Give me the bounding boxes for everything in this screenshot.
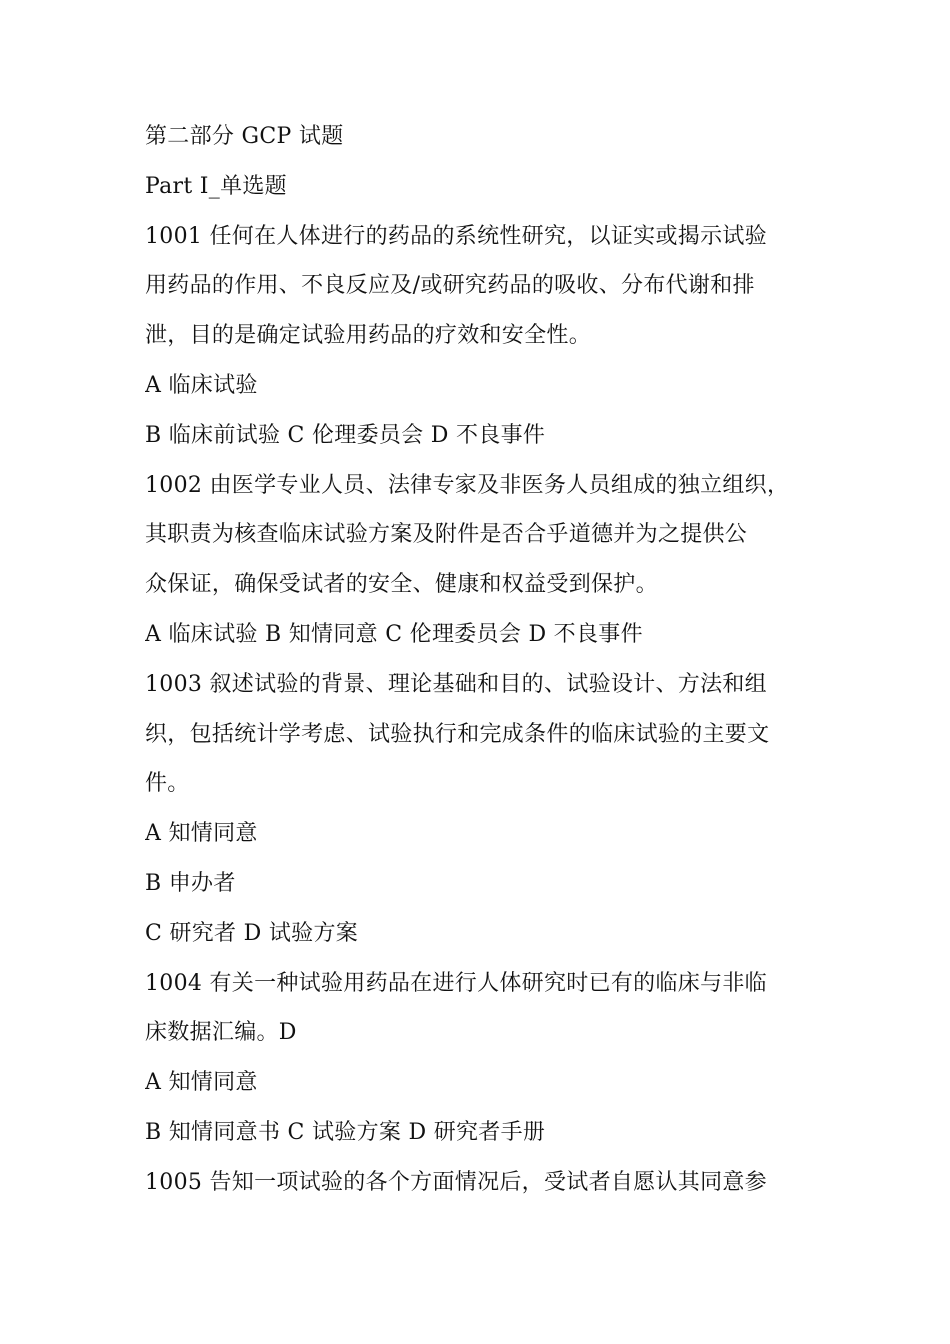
question-1002-text-line-1: 1002 由医学专业人员、法律专家及非医务人员组成的独立组织，: [145, 472, 790, 498]
section-title: 第二部分 GCP 试题: [145, 124, 344, 149]
question-1003-text-line-2: 织，包括统计学考虑、试验执行和完成条件的临床试验的主要文: [145, 721, 770, 747]
question-1002-options: A 临床试验 B 知情同意 C 伦理委员会 D 不良事件: [145, 621, 643, 647]
question-1001-text-line-1: 1001 任何在人体进行的药品的系统性研究，以证实或揭示试验: [145, 223, 767, 249]
question-1001-option-a: A 临床试验: [145, 372, 258, 398]
part-heading: Part I_单选题: [145, 173, 287, 199]
question-1003-text-line-1: 1003 叙述试验的背景、理论基础和目的、试验设计、方法和组: [145, 671, 767, 697]
question-1001-options-bcd: B 临床前试验 C 伦理委员会 D 不良事件: [145, 422, 546, 448]
question-1001-text-line-2: 用药品的作用、不良反应及/或研究药品的吸收、分布代谢和排: [145, 273, 755, 299]
question-1004-option-a: A 知情同意: [145, 1070, 258, 1096]
question-1003-text-line-3: 件。: [145, 771, 190, 797]
question-1004-options-bcd: B 知情同意书 C 试验方案 D 研究者手册: [145, 1119, 546, 1145]
question-1004-text-line-2: 床数据汇编。D: [145, 1020, 297, 1046]
question-1002-text-line-2: 其职责为核查临床试验方案及附件是否合乎道德并为之提供公: [145, 522, 748, 548]
document-page: [145, 112, 813, 1208]
question-1003-option-b: B 申办者: [145, 870, 236, 896]
question-1004-text-line-1: 1004 有关一种试验用药品在进行人体研究时已有的临床与非临: [145, 970, 767, 996]
question-1003-option-a: A 知情同意: [145, 821, 258, 847]
question-1005-text-line-1: 1005 告知一项试验的各个方面情况后，受试者自愿认其同意参: [145, 1169, 767, 1195]
question-1002-text-line-3: 众保证，确保受试者的安全、健康和权益受到保护。: [145, 572, 658, 598]
question-1003-options-cd: C 研究者 D 试验方案: [145, 920, 359, 946]
question-1001-text-line-3: 泄，目的是确定试验用药品的疗效和安全性。: [145, 323, 592, 349]
